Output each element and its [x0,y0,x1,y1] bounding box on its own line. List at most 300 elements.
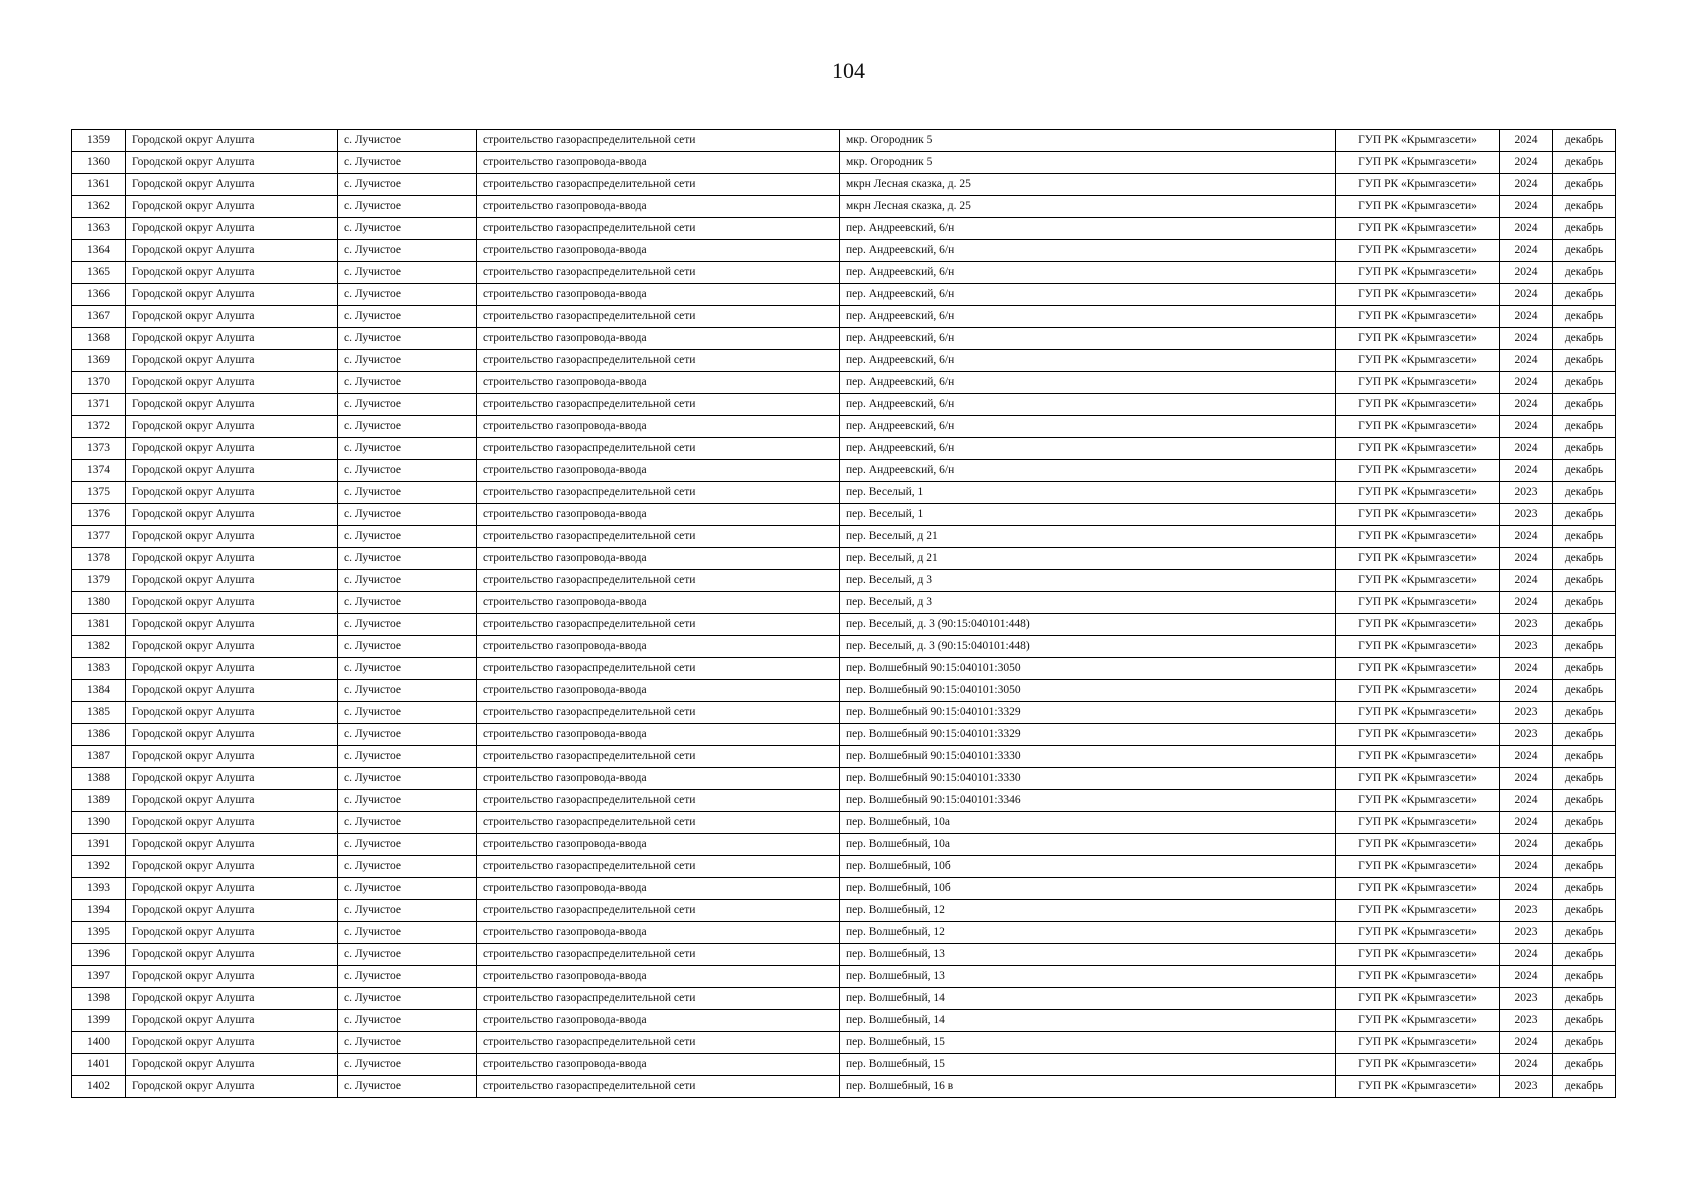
cell-settlement: с. Лучистое [338,526,477,548]
cell-municipality: Городской округ Алушта [126,702,338,724]
cell-contractor: ГУП РК «Крымгазсети» [1336,548,1500,570]
cell-address: пер. Веселый, 1 [840,504,1336,526]
cell-settlement: с. Лучистое [338,878,477,900]
cell-address: мкрн Лесная сказка, д. 25 [840,196,1336,218]
cell-month: декабрь [1553,1032,1616,1054]
cell-address: мкр. Огородник 5 [840,130,1336,152]
cell-year: 2024 [1500,284,1553,306]
cell-row-number: 1385 [72,702,126,724]
cell-row-number: 1389 [72,790,126,812]
cell-municipality: Городской округ Алушта [126,768,338,790]
cell-municipality: Городской округ Алушта [126,416,338,438]
cell-contractor: ГУП РК «Крымгазсети» [1336,922,1500,944]
cell-work-type: строительство газопровода-ввода [477,504,840,526]
table-body [72,130,1616,1098]
cell-work-type: строительство газораспределительной сети [477,812,840,834]
cell-settlement: с. Лучистое [338,944,477,966]
cell-row-number: 1384 [72,680,126,702]
cell-work-type: строительство газопровода-ввода [477,592,840,614]
cell-settlement: с. Лучистое [338,834,477,856]
cell-address: пер. Волшебный, 12 [840,900,1336,922]
table-row [72,284,1616,306]
cell-month: декабрь [1553,724,1616,746]
cell-address: пер. Веселый, д 3 [840,570,1336,592]
cell-work-type: строительство газопровода-ввода [477,416,840,438]
cell-year: 2024 [1500,966,1553,988]
cell-contractor: ГУП РК «Крымгазсети» [1336,1010,1500,1032]
cell-month: декабрь [1553,284,1616,306]
cell-year: 2023 [1500,1010,1553,1032]
cell-municipality: Городской округ Алушта [126,218,338,240]
cell-settlement: с. Лучистое [338,130,477,152]
cell-settlement: с. Лучистое [338,900,477,922]
cell-municipality: Городской округ Алушта [126,328,338,350]
cell-municipality: Городской округ Алушта [126,130,338,152]
cell-work-type: строительство газораспределительной сети [477,1076,840,1098]
cell-row-number: 1374 [72,460,126,482]
cell-settlement: с. Лучистое [338,812,477,834]
cell-month: декабрь [1553,812,1616,834]
cell-address: пер. Волшебный 90:15:040101:3346 [840,790,1336,812]
cell-municipality: Городской округ Алушта [126,636,338,658]
cell-municipality: Городской округ Алушта [126,262,338,284]
cell-municipality: Городской округ Алушта [126,790,338,812]
cell-settlement: с. Лучистое [338,922,477,944]
cell-address: пер. Волшебный, 10б [840,878,1336,900]
cell-settlement: с. Лучистое [338,768,477,790]
cell-settlement: с. Лучистое [338,196,477,218]
cell-contractor: ГУП РК «Крымгазсети» [1336,328,1500,350]
cell-work-type: строительство газопровода-ввода [477,196,840,218]
cell-settlement: с. Лучистое [338,614,477,636]
cell-year: 2024 [1500,570,1553,592]
cell-settlement: с. Лучистое [338,284,477,306]
cell-municipality: Городской округ Алушта [126,196,338,218]
cell-contractor: ГУП РК «Крымгазсети» [1336,174,1500,196]
cell-month: декабрь [1553,966,1616,988]
cell-row-number: 1382 [72,636,126,658]
cell-municipality: Городской округ Алушта [126,658,338,680]
cell-municipality: Городской округ Алушта [126,504,338,526]
cell-contractor: ГУП РК «Крымгазсети» [1336,1032,1500,1054]
cell-row-number: 1378 [72,548,126,570]
cell-contractor: ГУП РК «Крымгазсети» [1336,482,1500,504]
cell-address: пер. Андреевский, 6/н [840,328,1336,350]
cell-row-number: 1393 [72,878,126,900]
cell-address: мкр. Огородник 5 [840,152,1336,174]
cell-year: 2024 [1500,152,1553,174]
cell-municipality: Городской округ Алушта [126,394,338,416]
cell-contractor: ГУП РК «Крымгазсети» [1336,724,1500,746]
cell-address: пер. Волшебный, 14 [840,1010,1336,1032]
cell-work-type: строительство газораспределительной сети [477,856,840,878]
cell-settlement: с. Лучистое [338,416,477,438]
cell-work-type: строительство газопровода-ввода [477,372,840,394]
cell-address: пер. Волшебный, 13 [840,944,1336,966]
cell-month: декабрь [1553,856,1616,878]
cell-contractor: ГУП РК «Крымгазсети» [1336,284,1500,306]
cell-row-number: 1376 [72,504,126,526]
cell-row-number: 1387 [72,746,126,768]
cell-settlement: с. Лучистое [338,306,477,328]
cell-settlement: с. Лучистое [338,988,477,1010]
cell-settlement: с. Лучистое [338,746,477,768]
cell-municipality: Городской округ Алушта [126,350,338,372]
cell-settlement: с. Лучистое [338,174,477,196]
cell-contractor: ГУП РК «Крымгазсети» [1336,394,1500,416]
gasification-table [71,129,1616,1098]
cell-work-type: строительство газопровода-ввода [477,284,840,306]
cell-municipality: Городской округ Алушта [126,1032,338,1054]
table-row [72,394,1616,416]
table-row [72,130,1616,152]
cell-work-type: строительство газопровода-ввода [477,768,840,790]
cell-year: 2023 [1500,482,1553,504]
cell-row-number: 1366 [72,284,126,306]
cell-address: пер. Андреевский, 6/н [840,394,1336,416]
cell-work-type: строительство газораспределительной сети [477,174,840,196]
cell-year: 2024 [1500,944,1553,966]
cell-month: декабрь [1553,922,1616,944]
cell-work-type: строительство газораспределительной сети [477,746,840,768]
cell-month: декабрь [1553,460,1616,482]
cell-municipality: Городской округ Алушта [126,746,338,768]
cell-row-number: 1392 [72,856,126,878]
cell-row-number: 1388 [72,768,126,790]
cell-municipality: Городской округ Алушта [126,966,338,988]
cell-work-type: строительство газопровода-ввода [477,922,840,944]
cell-work-type: строительство газораспределительной сети [477,614,840,636]
cell-municipality: Городской округ Алушта [126,284,338,306]
cell-year: 2024 [1500,548,1553,570]
cell-month: декабрь [1553,174,1616,196]
cell-year: 2024 [1500,218,1553,240]
cell-month: декабрь [1553,372,1616,394]
cell-month: декабрь [1553,680,1616,702]
cell-address: пер. Волшебный, 10а [840,834,1336,856]
cell-work-type: строительство газораспределительной сети [477,1032,840,1054]
cell-month: декабрь [1553,526,1616,548]
cell-municipality: Городской округ Алушта [126,878,338,900]
cell-work-type: строительство газопровода-ввода [477,834,840,856]
cell-row-number: 1368 [72,328,126,350]
cell-month: декабрь [1553,570,1616,592]
cell-row-number: 1364 [72,240,126,262]
cell-settlement: с. Лучистое [338,636,477,658]
cell-row-number: 1362 [72,196,126,218]
cell-settlement: с. Лучистое [338,724,477,746]
cell-address: пер. Андреевский, 6/н [840,460,1336,482]
cell-month: декабрь [1553,592,1616,614]
table-row [72,834,1616,856]
cell-work-type: строительство газораспределительной сети [477,218,840,240]
table-row [72,218,1616,240]
cell-address: пер. Андреевский, 6/н [840,416,1336,438]
cell-year: 2023 [1500,614,1553,636]
cell-month: декабрь [1553,306,1616,328]
cell-address: пер. Волшебный, 10а [840,812,1336,834]
cell-municipality: Городской округ Алушта [126,900,338,922]
cell-contractor: ГУП РК «Крымгазсети» [1336,306,1500,328]
table-row [72,878,1616,900]
cell-contractor: ГУП РК «Крымгазсети» [1336,218,1500,240]
cell-address: пер. Волшебный, 10б [840,856,1336,878]
cell-month: декабрь [1553,394,1616,416]
cell-municipality: Городской округ Алушта [126,438,338,460]
cell-address: пер. Веселый, д 21 [840,526,1336,548]
cell-settlement: с. Лучистое [338,570,477,592]
cell-settlement: с. Лучистое [338,504,477,526]
cell-municipality: Городской округ Алушта [126,1054,338,1076]
cell-address: пер. Веселый, 1 [840,482,1336,504]
table-row [72,482,1616,504]
cell-work-type: строительство газораспределительной сети [477,988,840,1010]
table-row [72,416,1616,438]
cell-settlement: с. Лучистое [338,328,477,350]
cell-year: 2024 [1500,680,1553,702]
cell-contractor: ГУП РК «Крымгазсети» [1336,856,1500,878]
cell-row-number: 1375 [72,482,126,504]
cell-row-number: 1391 [72,834,126,856]
table-row [72,306,1616,328]
table-row [72,746,1616,768]
cell-work-type: строительство газопровода-ввода [477,152,840,174]
table-row [72,372,1616,394]
table-row [72,1032,1616,1054]
cell-year: 2024 [1500,1054,1553,1076]
cell-address: пер. Волшебный 90:15:040101:3329 [840,724,1336,746]
cell-municipality: Городской округ Алушта [126,592,338,614]
cell-work-type: строительство газораспределительной сети [477,570,840,592]
cell-year: 2023 [1500,988,1553,1010]
cell-settlement: с. Лучистое [338,790,477,812]
cell-municipality: Городской округ Алушта [126,988,338,1010]
cell-settlement: с. Лучистое [338,702,477,724]
cell-year: 2024 [1500,834,1553,856]
cell-year: 2024 [1500,394,1553,416]
cell-settlement: с. Лучистое [338,218,477,240]
cell-address: пер. Андреевский, 6/н [840,262,1336,284]
cell-month: декабрь [1553,350,1616,372]
cell-row-number: 1383 [72,658,126,680]
cell-year: 2023 [1500,724,1553,746]
cell-address: пер. Волшебный, 15 [840,1054,1336,1076]
cell-contractor: ГУП РК «Крымгазсети» [1336,966,1500,988]
cell-work-type: строительство газопровода-ввода [477,240,840,262]
cell-municipality: Городской округ Алушта [126,856,338,878]
cell-month: декабрь [1553,702,1616,724]
cell-settlement: с. Лучистое [338,460,477,482]
cell-address: пер. Волшебный 90:15:040101:3329 [840,702,1336,724]
table-row [72,636,1616,658]
table-row [72,328,1616,350]
cell-work-type: строительство газораспределительной сети [477,702,840,724]
cell-month: декабрь [1553,834,1616,856]
cell-settlement: с. Лучистое [338,1032,477,1054]
cell-contractor: ГУП РК «Крымгазсети» [1336,658,1500,680]
cell-contractor: ГУП РК «Крымгазсети» [1336,416,1500,438]
cell-year: 2023 [1500,900,1553,922]
page-number: 104 [832,58,865,83]
cell-month: декабрь [1553,548,1616,570]
cell-settlement: с. Лучистое [338,680,477,702]
cell-contractor: ГУП РК «Крымгазсети» [1336,878,1500,900]
cell-row-number: 1380 [72,592,126,614]
table-row [72,658,1616,680]
cell-row-number: 1386 [72,724,126,746]
cell-row-number: 1395 [72,922,126,944]
cell-municipality: Городской округ Алушта [126,152,338,174]
cell-year: 2023 [1500,702,1553,724]
cell-year: 2024 [1500,856,1553,878]
cell-row-number: 1359 [72,130,126,152]
cell-month: декабрь [1553,438,1616,460]
cell-contractor: ГУП РК «Крымгазсети» [1336,196,1500,218]
cell-year: 2024 [1500,746,1553,768]
cell-address: мкрн Лесная сказка, д. 25 [840,174,1336,196]
cell-row-number: 1371 [72,394,126,416]
cell-row-number: 1370 [72,372,126,394]
cell-municipality: Городской округ Алушта [126,548,338,570]
cell-row-number: 1360 [72,152,126,174]
cell-settlement: с. Лучистое [338,350,477,372]
cell-row-number: 1396 [72,944,126,966]
cell-year: 2023 [1500,922,1553,944]
cell-address: пер. Андреевский, 6/н [840,284,1336,306]
cell-work-type: строительство газораспределительной сети [477,130,840,152]
table-row [72,1054,1616,1076]
cell-row-number: 1401 [72,1054,126,1076]
cell-row-number: 1373 [72,438,126,460]
table-row [72,614,1616,636]
cell-municipality: Городской округ Алушта [126,724,338,746]
cell-contractor: ГУП РК «Крымгазсети» [1336,438,1500,460]
cell-year: 2024 [1500,790,1553,812]
cell-work-type: строительство газораспределительной сети [477,658,840,680]
cell-address: пер. Андреевский, 6/н [840,306,1336,328]
table-row [72,790,1616,812]
cell-month: декабрь [1553,878,1616,900]
cell-year: 2024 [1500,174,1553,196]
cell-row-number: 1367 [72,306,126,328]
cell-work-type: строительство газопровода-ввода [477,724,840,746]
cell-year: 2024 [1500,1032,1553,1054]
cell-row-number: 1377 [72,526,126,548]
cell-month: декабрь [1553,636,1616,658]
table-row [72,174,1616,196]
cell-settlement: с. Лучистое [338,592,477,614]
cell-settlement: с. Лучистое [338,1076,477,1098]
cell-address: пер. Веселый, д. 3 (90:15:040101:448) [840,636,1336,658]
cell-year: 2024 [1500,328,1553,350]
cell-settlement: с. Лучистое [338,240,477,262]
cell-address: пер. Волшебный, 15 [840,1032,1336,1054]
cell-month: декабрь [1553,152,1616,174]
table-row [72,856,1616,878]
table-row [72,988,1616,1010]
table-row [72,944,1616,966]
cell-address: пер. Андреевский, 6/н [840,350,1336,372]
cell-contractor: ГУП РК «Крымгазсети» [1336,152,1500,174]
table-row [72,570,1616,592]
cell-year: 2023 [1500,504,1553,526]
cell-contractor: ГУП РК «Крымгазсети» [1336,1076,1500,1098]
cell-contractor: ГУП РК «Крымгазсети» [1336,636,1500,658]
cell-work-type: строительство газопровода-ввода [477,878,840,900]
cell-contractor: ГУП РК «Крымгазсети» [1336,526,1500,548]
cell-month: декабрь [1553,746,1616,768]
table-row [72,1076,1616,1098]
table-row [72,548,1616,570]
cell-municipality: Городской округ Алушта [126,460,338,482]
cell-year: 2024 [1500,240,1553,262]
cell-row-number: 1399 [72,1010,126,1032]
cell-municipality: Городской округ Алушта [126,372,338,394]
table-row [72,922,1616,944]
cell-settlement: с. Лучистое [338,856,477,878]
cell-month: декабрь [1553,1076,1616,1098]
table-row [72,526,1616,548]
cell-year: 2024 [1500,812,1553,834]
cell-work-type: строительство газораспределительной сети [477,526,840,548]
cell-work-type: строительство газораспределительной сети [477,482,840,504]
cell-work-type: строительство газораспределительной сети [477,944,840,966]
cell-settlement: с. Лучистое [338,966,477,988]
cell-settlement: с. Лучистое [338,658,477,680]
cell-address: пер. Веселый, д. 3 (90:15:040101:448) [840,614,1336,636]
table-row [72,680,1616,702]
cell-row-number: 1365 [72,262,126,284]
cell-municipality: Городской округ Алушта [126,526,338,548]
cell-work-type: строительство газопровода-ввода [477,680,840,702]
cell-municipality: Городской округ Алушта [126,240,338,262]
cell-work-type: строительство газораспределительной сети [477,306,840,328]
cell-address: пер. Андреевский, 6/н [840,372,1336,394]
cell-address: пер. Андреевский, 6/н [840,218,1336,240]
cell-month: декабрь [1553,240,1616,262]
cell-contractor: ГУП РК «Крымгазсети» [1336,702,1500,724]
cell-month: декабрь [1553,614,1616,636]
table-row [72,768,1616,790]
cell-work-type: строительство газораспределительной сети [477,438,840,460]
cell-month: декабрь [1553,790,1616,812]
cell-year: 2024 [1500,372,1553,394]
cell-municipality: Городской округ Алушта [126,1010,338,1032]
cell-address: пер. Волшебный, 14 [840,988,1336,1010]
cell-row-number: 1402 [72,1076,126,1098]
cell-year: 2024 [1500,196,1553,218]
cell-work-type: строительство газораспределительной сети [477,394,840,416]
table-row [72,1010,1616,1032]
cell-settlement: с. Лучистое [338,1054,477,1076]
cell-municipality: Городской округ Алушта [126,944,338,966]
table-row [72,196,1616,218]
cell-year: 2024 [1500,306,1553,328]
cell-settlement: с. Лучистое [338,394,477,416]
cell-month: декабрь [1553,658,1616,680]
cell-municipality: Городской округ Алушта [126,614,338,636]
table-row [72,592,1616,614]
cell-month: декабрь [1553,262,1616,284]
cell-work-type: строительство газопровода-ввода [477,1010,840,1032]
cell-address: пер. Волшебный 90:15:040101:3050 [840,658,1336,680]
cell-month: декабрь [1553,944,1616,966]
table-row [72,262,1616,284]
cell-work-type: строительство газопровода-ввода [477,1054,840,1076]
cell-month: декабрь [1553,328,1616,350]
cell-month: декабрь [1553,130,1616,152]
cell-row-number: 1394 [72,900,126,922]
